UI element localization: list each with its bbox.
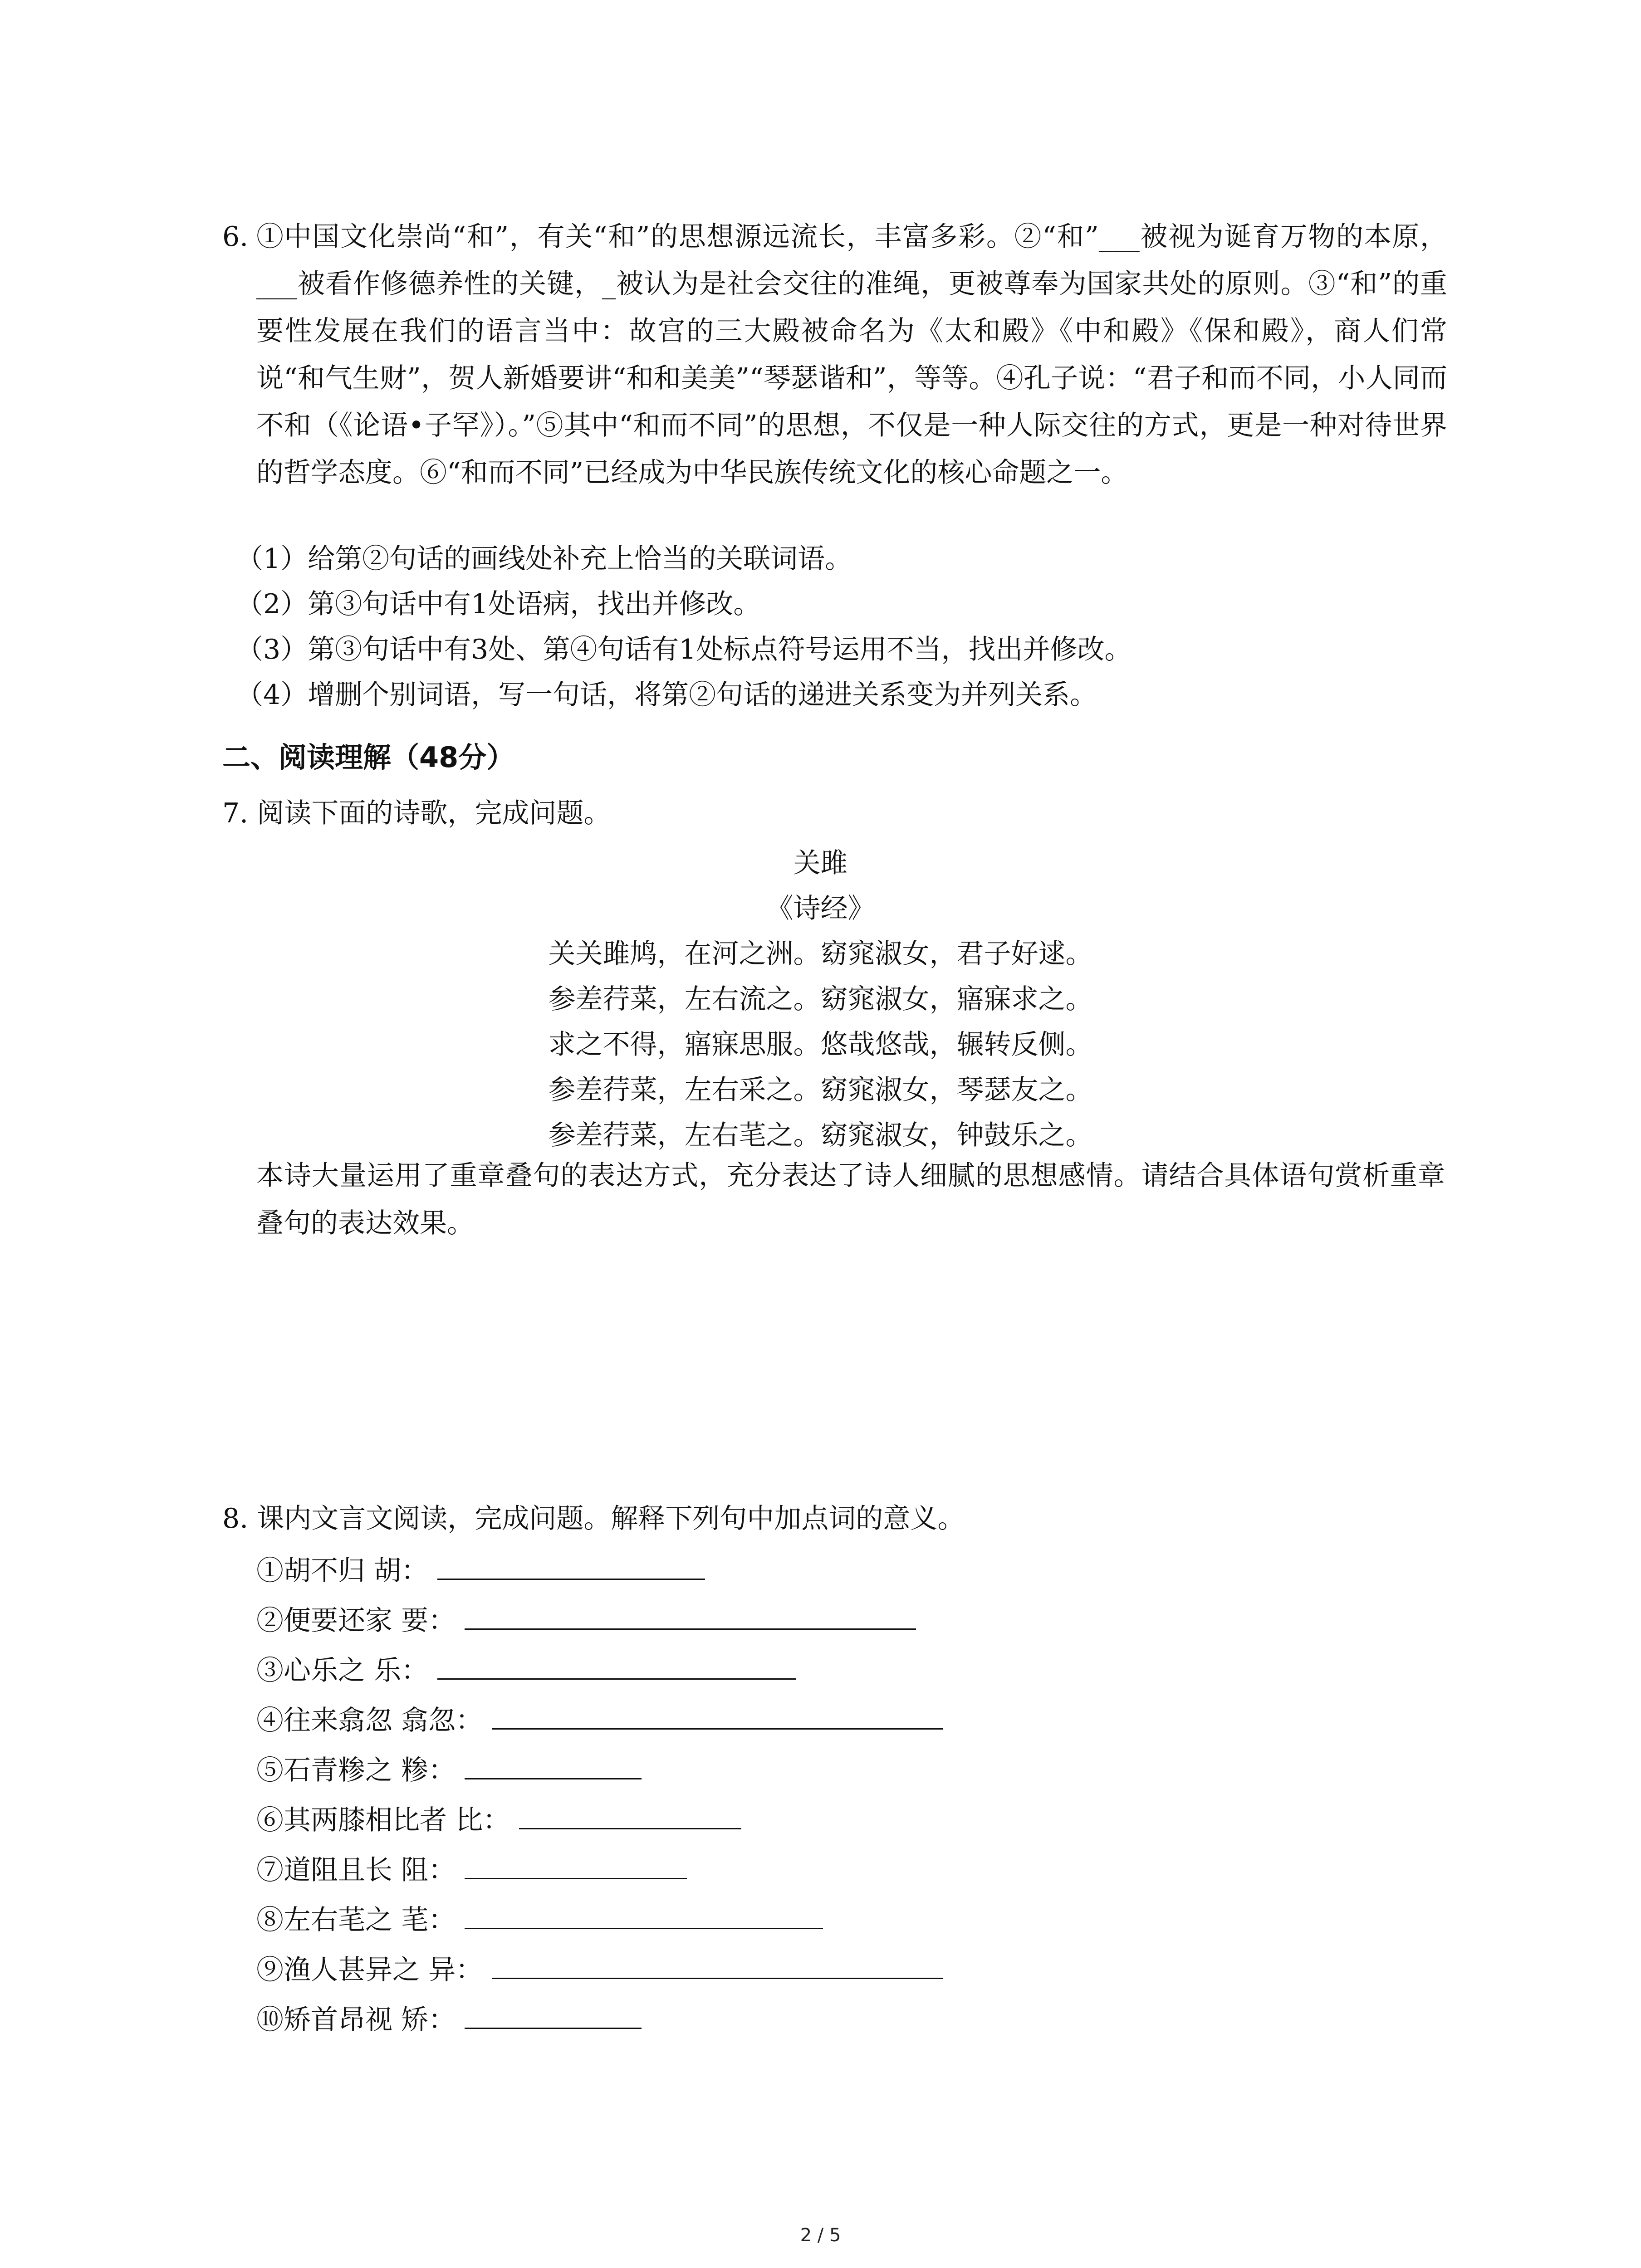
answer-blank[interactable] <box>465 2002 642 2029</box>
section-heading: 二、阅读理解（48分） <box>222 741 515 774</box>
answer-blank[interactable] <box>519 1803 741 1829</box>
answer-blank[interactable] <box>437 1553 705 1580</box>
question-6-passage: ①中国文化崇尚“和”，有关“和”的思想源远流长，丰富多彩。②“和”___被视为诞育万物的本原，___被看作修德养性的关键，_被认为是社会交往的准绳，更被尊奉为国家共处的原则。③“和”的重要性发展在我们的语言当中：故宫的三大殿被命名为《太和殿》《中和殿》《保和殿》，商人们常说“和气生财”，贺人新婚要讲“和和美美”“琴瑟谐和”，等等。④孔子说：“君子和而不同，小人同而不和（《论语•子罕》）。”⑤其中“和而不同”的思想，不仅是一种人际交往的方式，更是一种对待世界的哲学态度。⑥“和而不同”已经成为中华民族传统文化的核心命题之一。 <box>256 221 1447 489</box>
answer-item-label: ③心乐之 乐： <box>256 1655 429 1686</box>
answer-blank[interactable] <box>465 1853 687 1879</box>
poem-line: 参差荇菜，左右芼之。窈窕淑女，钟鼓乐之。 <box>548 1119 1093 1151</box>
question-6-sub-3: （3）第③句话中有3处、第④句话有1处标点符号运用不当，找出并修改。 <box>236 634 1132 665</box>
answer-blank[interactable] <box>492 1952 943 1979</box>
answer-item-label: ⑦道阻且长 阻： <box>256 1854 456 1886</box>
poem-line: 关关雎鸠，在河之洲。窈窕淑女，君子好逑。 <box>548 938 1093 970</box>
answer-item <box>256 1848 687 1887</box>
question-6-sub-2: （2）第③句话中有1处语病，找出并修改。 <box>236 588 761 620</box>
poem-source: 《诗经》 <box>766 893 875 924</box>
answer-blank[interactable] <box>465 1902 823 1929</box>
answer-blank[interactable] <box>465 1753 642 1779</box>
poem-line: 参差荇菜，左右采之。窈窕淑女，琴瑟友之。 <box>548 1074 1093 1106</box>
answer-item-label: ②便要还家 要： <box>256 1605 456 1637</box>
question-8-intro: 8. 课内文言文阅读，完成问题。解释下列句中加点词的意义。 <box>222 1503 965 1535</box>
poem-line: 求之不得，寤寐思服。悠哉悠哉，辗转反侧。 <box>548 1029 1093 1061</box>
answer-item-label: ⑩矫首昂视 矫： <box>256 2004 456 2036</box>
poem-line: 参差荇菜，左右流之。窈窕淑女，寤寐求之。 <box>548 983 1093 1015</box>
answer-item-label: ④往来翕忽 翕忽： <box>256 1705 483 1736</box>
answer-blank[interactable] <box>465 1603 916 1630</box>
question-6-sub-4: （4）增删个别词语，写一句话，将第②句话的递进关系变为并列关系。 <box>236 679 1097 711</box>
answer-item <box>256 1799 741 1838</box>
answer-item <box>256 1649 796 1688</box>
answer-item-label: ⑨渔人甚异之 异： <box>256 1954 483 1986</box>
answer-blank[interactable] <box>437 1653 796 1680</box>
answer-item-label: ⑧左右芼之 芼： <box>256 1904 456 1936</box>
answer-item-label: ⑥其两膝相比者 比： <box>256 1804 510 1836</box>
answer-item <box>256 1998 642 2037</box>
answer-item-label: ⑤石青糁之 糁： <box>256 1755 456 1786</box>
answer-item <box>256 1948 943 1987</box>
answer-item <box>256 1898 823 1937</box>
answer-item-label: ①胡不归 胡： <box>256 1555 429 1587</box>
answer-item <box>256 1549 705 1588</box>
answer-item <box>256 1699 943 1738</box>
question-6-sub-1: （1）给第②句话的画线处补充上恰当的关联词语。 <box>236 543 852 575</box>
poem-title: 关雎 <box>793 847 848 879</box>
question-6-number: 6. <box>222 221 249 253</box>
question-6 <box>222 213 1447 496</box>
question-7-intro: 7. 阅读下面的诗歌，完成问题。 <box>222 797 611 829</box>
answer-blank[interactable] <box>492 1703 943 1730</box>
answer-item <box>256 1599 916 1638</box>
question-7-task: 本诗大量运用了重章叠句的表达方式，充分表达了诗人细腻的思想感情。请结合具体语句赏析重章叠句的表达效果。 <box>256 1160 1445 1239</box>
page-number: 2 / 5 <box>800 2225 841 2246</box>
answer-item <box>256 1749 642 1788</box>
